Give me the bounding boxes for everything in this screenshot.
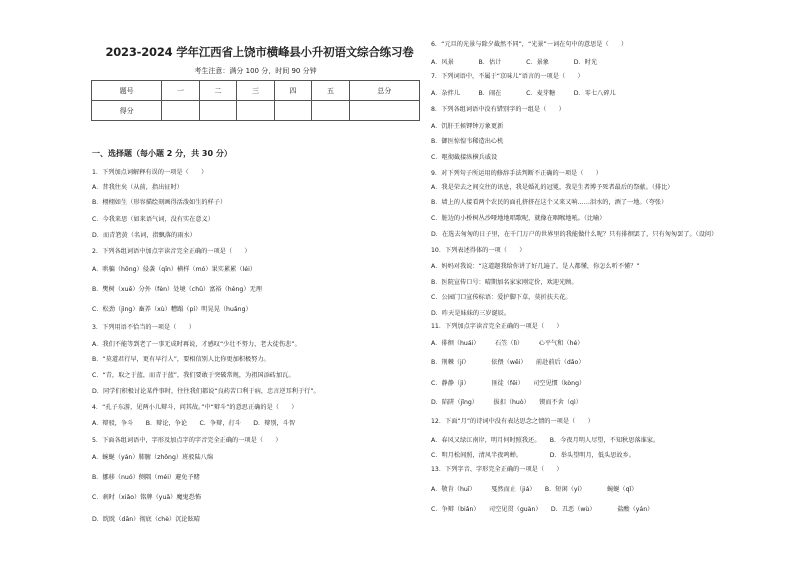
answer-option: C．呕彻截接纵横兵戚设 (431, 154, 498, 161)
page-title: 2023-2024 学年江西省上饶市横峰县小升初语文综合练习卷 (105, 45, 414, 59)
section-heading: 一、选择题（每小题 2 分，共 30 分） (92, 149, 232, 158)
question-stem: 13．下列字音、字形完全正确的一项是（ ） (431, 466, 563, 473)
answer-option: A．蜿蜒（yán）肺腑（zhōng）班驳陆八绵 (92, 454, 214, 461)
answer-option: C．脏边的小桥树丛沙哑地地唱歌呢，就像在咽喉地吼。（比喻） (431, 215, 606, 222)
answer-option: A．杂拌儿 B．闹在 C．麦芽糖 D．零七八碎儿 (431, 90, 616, 97)
answer-option: A．哄骗（hōng）侵袭（qīn）横样（mó）果实累累（léi） (92, 266, 256, 273)
question-stem: 7．下列词语中，不属于“京味儿”语言的一项是（ ） (431, 73, 584, 80)
answer-option: A．我是荣去之间交往的讯息，我是婚礼的冠冕，我是生者博予死者最后的祭献。（排比） (431, 184, 674, 191)
answer-option: B．樊树（xuē）分外（fèn）处境（chǔ）富裕（hèng）无理 (92, 286, 262, 293)
score-table (91, 80, 420, 121)
answer-option: C．“青，取之于蓝，而青于蓝”，我们要敢于突破常规，为祖国添砖加瓦。 (92, 372, 295, 379)
question-stem: 11．下列加点字读音完全正确的一项是（ ） (431, 323, 563, 330)
answer-option: D．眈眈（dān）彻底（chè）沉论眩晴 (92, 516, 200, 523)
question-stem: 12．下面“月”的诗词中没有表达思念之情的一项是（ ） (431, 418, 594, 425)
answer-option: A．风景 B．估计 C．景象 D．时光 (431, 59, 598, 66)
answer-option: B．墙上的人接看两个农民的面孔挤挤在这个又来又响……泪水的，酒了一地。（夸张） (431, 199, 668, 206)
answer-option: A．妈妈对我说：“这道题我给你讲了好几遍了，是人都懂，你怎么听不懂？” (431, 263, 640, 270)
score-header-cell: 三 (237, 81, 274, 101)
score-cell (199, 101, 236, 121)
score-header-cell: 题号 (92, 81, 162, 101)
answer-option: D．昨天是妹妹的三岁诞辰。 (431, 310, 511, 317)
answer-option: B．医院宣传口号：晴期加名家家刚定价，欢迎光顾。 (431, 279, 578, 286)
score-table-score-row (92, 101, 420, 121)
answer-option: C．刹时（xiǎo）铭牌（yuǎ）魔鬼恐怖 (92, 494, 202, 501)
answer-option: B．栩栩如生（形容描绘刻画得活泼如生的样子） (92, 199, 227, 206)
score-cell (349, 101, 419, 121)
answer-option: A．昔我往矣（从前，指出征时） (92, 184, 183, 191)
answer-option: A．饥肝王候钾钟万象更新 (431, 123, 504, 130)
question-stem: 9．对下列句子所运用的修辞手法判断不正确的一项是（ ） (431, 170, 602, 177)
question-stem: 3．下列用语不恰当的一项是（ ） (92, 324, 195, 331)
score-cell (237, 101, 274, 121)
question-stem: 2．下列各组词语中加点字读音完全正确的一项是（ ） (92, 248, 251, 255)
answer-option: C．今我来思（如来语气词，没有实在意义） (92, 216, 214, 223)
answer-option: A．徘徊（huái） 石笠（lì） 心平气和（hé） (431, 340, 584, 347)
answer-option: A．敬肯（huī） 戛然而止（jiá） B．短闲（yí） 蜿蜒（qǐ） (431, 486, 638, 493)
score-table-header-row (92, 81, 420, 101)
score-header-cell: 二 (199, 81, 236, 101)
score-header-cell: 五 (312, 81, 349, 101)
score-cell (274, 101, 311, 121)
score-header-cell: 一 (162, 81, 199, 101)
score-header-cell: 总分 (349, 81, 419, 101)
exam-notice: 考生注意：满分 100 分，时间 90 分钟 (194, 67, 317, 75)
answer-option: B．荆棘（jí） 依偎（wēi） 前赴前后（dǎo） (431, 359, 585, 366)
question-stem: 1．下列加点词解释有误的一项是（ ） (92, 169, 208, 176)
question-stem: 8．下列各组词语中没有错别字的一组是（ ） (431, 106, 565, 113)
answer-option: D．同学们积极讨论某件事时，往往我们都说“良药苦口利于病，忠言逆耳利于行”。 (92, 388, 320, 395)
answer-option: B．御医惊惶韦稀造出心机 (431, 138, 504, 145)
answer-option: D．陷阱（jǐng） 拔扣（huò） 锲而不舍（qì） (431, 399, 582, 406)
score-header-cell: 四 (274, 81, 311, 101)
answer-option: C．明月松间照，清风半夜鸣蝉。 D．举头望明月，低头思故乡。 (431, 452, 635, 459)
answer-option: C．公园门口宣传标语：爱护脚下草，莫折扶夫花。 (431, 294, 572, 301)
answer-option: C．松劲（jìng）畜养（xù）糟蹋（pí）明晃晃（huǎng） (92, 306, 252, 313)
question-stem: 6．“元旦的光景与除夕截然不同”，“光景”一词在句中的意思是（ ） (431, 41, 628, 48)
score-row-label: 得分 (92, 101, 162, 121)
question-stem: 4．“孔子东游，见两小儿辩斗，问其故。”中“辩斗”的意思正确的是（ ） (92, 404, 298, 411)
answer-option: C．静静（jì） 匪徒（fěi） 司空见惯（kòng） (431, 380, 586, 387)
answer-option: A．辩驳，争斗 B．辩论，争论 C．争辩，打斗 D．辩别，斗智 (92, 420, 296, 427)
answer-option: A．我们不能等到老了一事无成时再说，才感叹“少壮不努力，老大徒伤悲”。 (92, 341, 301, 348)
question-stem: 10．下列表述得体的一项（ ） (431, 247, 526, 254)
answer-option: B．“莫道君行早，更有早行人”，要相信别人比你更加积极努力。 (92, 356, 270, 363)
answer-option: C．争辩（biǎn） 司空见贯（guàn） D．丑恶（wù） 盐酸（yán） (431, 506, 654, 513)
score-cell (312, 101, 349, 121)
question-stem: 5．下面各组词语中，字形及加点字的字音完全正确的一项是（ ） (92, 437, 282, 444)
score-cell (162, 101, 199, 121)
answer-option: D．在选去匆匆的日子里，在千门万户的世界里的我能做什么呢？只有徘徊罢了，只有匆匆罢了。（设问） (431, 231, 718, 238)
answer-option: D．而青箬黄（名词，指飘落的雨水） (92, 232, 196, 239)
answer-option: A．春风又绿江南岸，明月何时照我还。 B．今夜月明人尽望，不知秋思落谁家。 (431, 437, 660, 444)
answer-option: B．挪移（nuó）侧隅（méi）避免予赌 (92, 474, 200, 481)
